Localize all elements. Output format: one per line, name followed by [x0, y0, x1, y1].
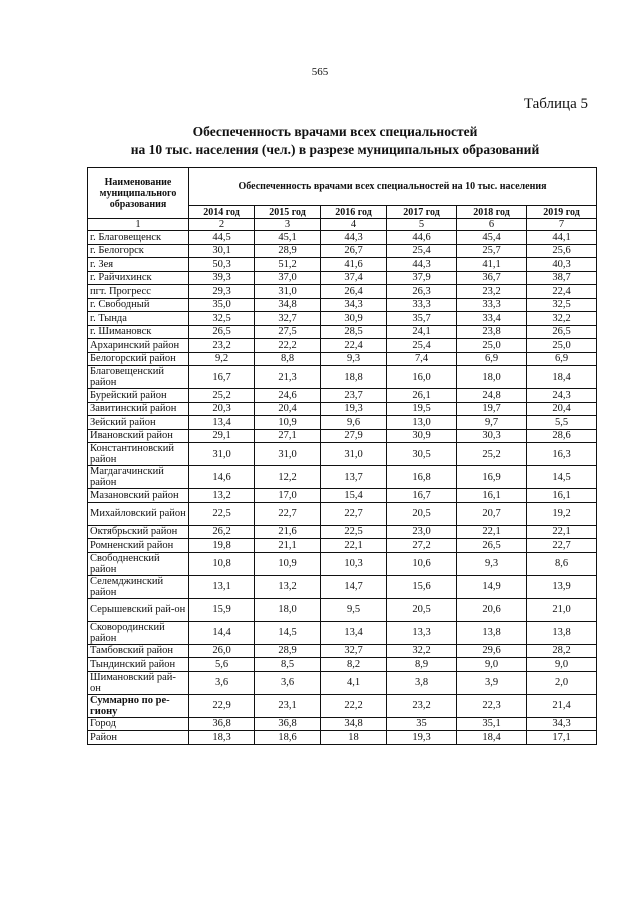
row-value: 18,8 [321, 366, 387, 389]
row-name: Магдагачинский район [88, 466, 189, 489]
row-value: 20,4 [255, 402, 321, 416]
row-value: 8,2 [321, 658, 387, 672]
row-value: 13,3 [387, 621, 457, 644]
table-row [88, 525, 597, 539]
row-value: 25,7 [457, 244, 527, 258]
row-value: 14,5 [255, 621, 321, 644]
row-value: 36,8 [189, 717, 255, 731]
row-value: 41,1 [457, 258, 527, 272]
row-value: 19,5 [387, 402, 457, 416]
row-value: 21,0 [527, 598, 597, 621]
row-name: Бурейский район [88, 389, 189, 403]
row-name: пгт. Прогресс [88, 285, 189, 299]
row-value: 19,2 [527, 502, 597, 525]
row-value: 28,9 [255, 244, 321, 258]
row-value: 13,8 [457, 621, 527, 644]
row-value: 24,3 [527, 389, 597, 403]
row-value: 14,4 [189, 621, 255, 644]
row-value: 15,9 [189, 598, 255, 621]
row-value: 26,7 [321, 244, 387, 258]
row-value: 38,7 [527, 271, 597, 285]
row-value: 12,2 [255, 466, 321, 489]
page-number: 565 [311, 66, 329, 78]
header-group: Обеспеченность врачами всех специальностей на 10 тыс. населения [189, 168, 597, 206]
row-value: 9,2 [189, 352, 255, 366]
row-value: 34,3 [527, 717, 597, 731]
row-value: 40,3 [527, 258, 597, 272]
row-value: 25,0 [457, 339, 527, 353]
header-year: 2017 год [387, 206, 457, 219]
row-value: 8,8 [255, 352, 321, 366]
row-value: 9,7 [457, 416, 527, 430]
table-row [88, 502, 597, 525]
row-value: 20,4 [527, 402, 597, 416]
row-value: 20,5 [387, 598, 457, 621]
row-value: 35,0 [189, 298, 255, 312]
row-value: 25,2 [457, 443, 527, 466]
row-name: г. Благовещенск [88, 231, 189, 245]
row-value: 25,0 [527, 339, 597, 353]
table-row [88, 644, 597, 658]
row-value: 26,3 [387, 285, 457, 299]
row-value: 39,3 [189, 271, 255, 285]
row-value: 2,0 [527, 671, 597, 694]
document-title [80, 123, 590, 159]
row-value: 32,2 [527, 312, 597, 326]
row-name: Шимановский рай-он [88, 671, 189, 694]
row-value: 31,0 [255, 285, 321, 299]
column-number: 4 [321, 219, 387, 231]
row-value: 16,7 [189, 366, 255, 389]
row-value: 22,7 [255, 502, 321, 525]
row-value: 15,4 [321, 489, 387, 503]
row-value: 13,4 [321, 621, 387, 644]
row-value: 18,0 [457, 366, 527, 389]
row-value: 28,6 [527, 429, 597, 443]
row-value: 22,1 [321, 539, 387, 553]
row-name: Город [88, 717, 189, 731]
row-value: 30,5 [387, 443, 457, 466]
table-row [88, 552, 597, 575]
row-value: 13,2 [255, 575, 321, 598]
table-row [88, 731, 597, 745]
row-value: 13,0 [387, 416, 457, 430]
row-value: 27,5 [255, 325, 321, 339]
row-value: 22,7 [527, 539, 597, 553]
row-value: 3,8 [387, 671, 457, 694]
row-value: 44,1 [527, 231, 597, 245]
table-row [88, 325, 597, 339]
row-value: 14,7 [321, 575, 387, 598]
row-name: Завитинский район [88, 402, 189, 416]
row-value: 20,7 [457, 502, 527, 525]
row-value: 21,4 [527, 694, 597, 717]
table-row [88, 658, 597, 672]
row-value: 14,6 [189, 466, 255, 489]
column-number: 3 [255, 219, 321, 231]
row-value: 22,2 [321, 694, 387, 717]
table-row [88, 312, 597, 326]
row-value: 9,0 [457, 658, 527, 672]
row-value: 18 [321, 731, 387, 745]
row-value: 22,5 [189, 502, 255, 525]
row-value: 16,0 [387, 366, 457, 389]
row-value: 22,4 [321, 339, 387, 353]
row-value: 21,6 [255, 525, 321, 539]
row-value: 32,2 [387, 644, 457, 658]
row-value: 25,2 [189, 389, 255, 403]
row-value: 31,0 [255, 443, 321, 466]
row-value: 30,9 [321, 312, 387, 326]
row-value: 25,4 [387, 339, 457, 353]
row-value: 35,7 [387, 312, 457, 326]
row-value: 45,4 [457, 231, 527, 245]
row-value: 9,6 [321, 416, 387, 430]
row-value: 13,7 [321, 466, 387, 489]
table-row [88, 389, 597, 403]
row-value: 36,7 [457, 271, 527, 285]
row-name: г. Свободный [88, 298, 189, 312]
row-value: 27,9 [321, 429, 387, 443]
row-value: 24,8 [457, 389, 527, 403]
row-value: 16,1 [457, 489, 527, 503]
row-name: Тындинский район [88, 658, 189, 672]
row-value: 34,8 [321, 717, 387, 731]
row-value: 26,1 [387, 389, 457, 403]
row-value: 5,5 [527, 416, 597, 430]
row-name: Район [88, 731, 189, 745]
header-year: 2016 год [321, 206, 387, 219]
row-value: 5,6 [189, 658, 255, 672]
row-value: 9,0 [527, 658, 597, 672]
table-row [88, 339, 597, 353]
column-number: 6 [457, 219, 527, 231]
table-label: Таблица 5 [523, 96, 588, 112]
row-value: 3,9 [457, 671, 527, 694]
row-value: 32,5 [189, 312, 255, 326]
row-value: 31,0 [189, 443, 255, 466]
row-name: Архаринский район [88, 339, 189, 353]
row-value: 33,4 [457, 312, 527, 326]
row-value: 8,5 [255, 658, 321, 672]
row-value: 26,2 [189, 525, 255, 539]
row-value: 30,9 [387, 429, 457, 443]
row-name: Свободненский район [88, 552, 189, 575]
row-value: 29,1 [189, 429, 255, 443]
row-value: 8,6 [527, 552, 597, 575]
row-name: Константиновский район [88, 443, 189, 466]
row-value: 37,9 [387, 271, 457, 285]
row-value: 22,1 [527, 525, 597, 539]
row-value: 10,6 [387, 552, 457, 575]
table-row [88, 621, 597, 644]
row-value: 13,1 [189, 575, 255, 598]
row-value: 23,8 [457, 325, 527, 339]
row-value: 14,5 [527, 466, 597, 489]
row-value: 24,6 [255, 389, 321, 403]
row-value: 16,3 [527, 443, 597, 466]
row-value: 10,8 [189, 552, 255, 575]
row-value: 37,0 [255, 271, 321, 285]
row-value: 21,3 [255, 366, 321, 389]
table-row [88, 258, 597, 272]
header-name: Наименование муниципального образования [88, 168, 189, 219]
row-value: 23,2 [387, 694, 457, 717]
row-value: 34,8 [255, 298, 321, 312]
row-value: 23,1 [255, 694, 321, 717]
row-value: 16,9 [457, 466, 527, 489]
row-value: 8,9 [387, 658, 457, 672]
row-value: 28,5 [321, 325, 387, 339]
table-row [88, 671, 597, 694]
row-value: 44,3 [387, 258, 457, 272]
row-value: 22,7 [321, 502, 387, 525]
row-value: 26,5 [527, 325, 597, 339]
row-value: 32,7 [255, 312, 321, 326]
row-value: 34,3 [321, 298, 387, 312]
row-value: 10,3 [321, 552, 387, 575]
row-name: Суммарно по ре-гиону [88, 694, 189, 717]
row-value: 44,3 [321, 231, 387, 245]
row-value: 17,1 [527, 731, 597, 745]
row-value: 35,1 [457, 717, 527, 731]
row-value: 23,2 [457, 285, 527, 299]
row-value: 23,0 [387, 525, 457, 539]
row-value: 31,0 [321, 443, 387, 466]
table-row [88, 694, 597, 717]
row-value: 6,9 [457, 352, 527, 366]
row-value: 14,9 [457, 575, 527, 598]
row-value: 18,4 [457, 731, 527, 745]
row-value: 26,5 [457, 539, 527, 553]
row-value: 44,6 [387, 231, 457, 245]
row-name: Октябрьский район [88, 525, 189, 539]
row-value: 22,4 [527, 285, 597, 299]
table-row [88, 416, 597, 430]
row-name: Селемджинский район [88, 575, 189, 598]
row-value: 20,5 [387, 502, 457, 525]
row-value: 13,8 [527, 621, 597, 644]
row-value: 16,8 [387, 466, 457, 489]
row-value: 9,3 [321, 352, 387, 366]
table-row [88, 244, 597, 258]
row-value: 20,6 [457, 598, 527, 621]
row-value: 30,3 [457, 429, 527, 443]
physicians-table [87, 167, 597, 745]
table-row [88, 285, 597, 299]
row-value: 28,2 [527, 644, 597, 658]
table-row [88, 231, 597, 245]
row-value: 22,2 [255, 339, 321, 353]
row-value: 33,3 [457, 298, 527, 312]
row-value: 21,1 [255, 539, 321, 553]
table-row [88, 466, 597, 489]
row-value: 19,3 [321, 402, 387, 416]
row-value: 32,5 [527, 298, 597, 312]
column-number: 2 [189, 219, 255, 231]
row-value: 16,1 [527, 489, 597, 503]
row-value: 37,4 [321, 271, 387, 285]
table-row [88, 489, 597, 503]
table-row [88, 429, 597, 443]
row-value: 32,7 [321, 644, 387, 658]
row-name: Михайловский район [88, 502, 189, 525]
table-row [88, 298, 597, 312]
column-number: 7 [527, 219, 597, 231]
row-value: 26,5 [189, 325, 255, 339]
row-name: Зейский район [88, 416, 189, 430]
table-row [88, 402, 597, 416]
row-value: 9,5 [321, 598, 387, 621]
row-name: г. Белогорск [88, 244, 189, 258]
column-number: 1 [88, 219, 189, 231]
row-value: 22,5 [321, 525, 387, 539]
row-value: 10,9 [255, 416, 321, 430]
row-value: 25,4 [387, 244, 457, 258]
row-value: 29,3 [189, 285, 255, 299]
row-value: 28,9 [255, 644, 321, 658]
row-value: 18,0 [255, 598, 321, 621]
table-row [88, 717, 597, 731]
row-value: 22,1 [457, 525, 527, 539]
row-value: 35 [387, 717, 457, 731]
table-row [88, 366, 597, 389]
row-value: 15,6 [387, 575, 457, 598]
row-name: Благовещенский район [88, 366, 189, 389]
row-value: 13,2 [189, 489, 255, 503]
header-year: 2015 год [255, 206, 321, 219]
row-value: 13,9 [527, 575, 597, 598]
row-value: 25,6 [527, 244, 597, 258]
row-value: 3,6 [255, 671, 321, 694]
row-name: г. Зея [88, 258, 189, 272]
table-row [88, 352, 597, 366]
row-value: 9,3 [457, 552, 527, 575]
row-value: 4,1 [321, 671, 387, 694]
row-name: Ромненский район [88, 539, 189, 553]
row-value: 26,4 [321, 285, 387, 299]
row-value: 3,6 [189, 671, 255, 694]
row-value: 23,2 [189, 339, 255, 353]
row-name: Сковородинский район [88, 621, 189, 644]
header-year: 2014 год [189, 206, 255, 219]
row-value: 17,0 [255, 489, 321, 503]
row-value: 36,8 [255, 717, 321, 731]
row-value: 13,4 [189, 416, 255, 430]
row-value: 22,3 [457, 694, 527, 717]
row-value: 44,5 [189, 231, 255, 245]
row-value: 23,7 [321, 389, 387, 403]
row-value: 26,0 [189, 644, 255, 658]
table-row [88, 598, 597, 621]
row-value: 51,2 [255, 258, 321, 272]
row-value: 18,4 [527, 366, 597, 389]
row-value: 27,2 [387, 539, 457, 553]
row-name: г. Тында [88, 312, 189, 326]
row-value: 24,1 [387, 325, 457, 339]
row-value: 41,6 [321, 258, 387, 272]
row-value: 45,1 [255, 231, 321, 245]
column-number: 5 [387, 219, 457, 231]
row-value: 20,3 [189, 402, 255, 416]
row-value: 6,9 [527, 352, 597, 366]
row-value: 18,3 [189, 731, 255, 745]
row-name: Мазановский район [88, 489, 189, 503]
row-name: Тамбовский район [88, 644, 189, 658]
table-row [88, 539, 597, 553]
title-line-1: Обеспеченность врачами всех специальностей [192, 124, 478, 139]
header-year: 2018 год [457, 206, 527, 219]
row-value: 10,9 [255, 552, 321, 575]
row-value: 27,1 [255, 429, 321, 443]
row-value: 16,7 [387, 489, 457, 503]
table-row [88, 443, 597, 466]
row-value: 7,4 [387, 352, 457, 366]
row-value: 29,6 [457, 644, 527, 658]
table-row [88, 575, 597, 598]
row-name: Серышевский рай-он [88, 598, 189, 621]
row-value: 33,3 [387, 298, 457, 312]
row-value: 30,1 [189, 244, 255, 258]
row-value: 19,8 [189, 539, 255, 553]
table-row [88, 271, 597, 285]
row-value: 19,3 [387, 731, 457, 745]
row-name: г. Шимановск [88, 325, 189, 339]
row-value: 50,3 [189, 258, 255, 272]
row-value: 18,6 [255, 731, 321, 745]
row-name: г. Райчихинск [88, 271, 189, 285]
row-value: 19,7 [457, 402, 527, 416]
title-line-2: на 10 тыс. населения (чел.) в разрезе муниципальных образований [130, 142, 540, 157]
row-name: Ивановский район [88, 429, 189, 443]
header-year: 2019 год [527, 206, 597, 219]
row-name: Белогорский район [88, 352, 189, 366]
row-value: 22,9 [189, 694, 255, 717]
